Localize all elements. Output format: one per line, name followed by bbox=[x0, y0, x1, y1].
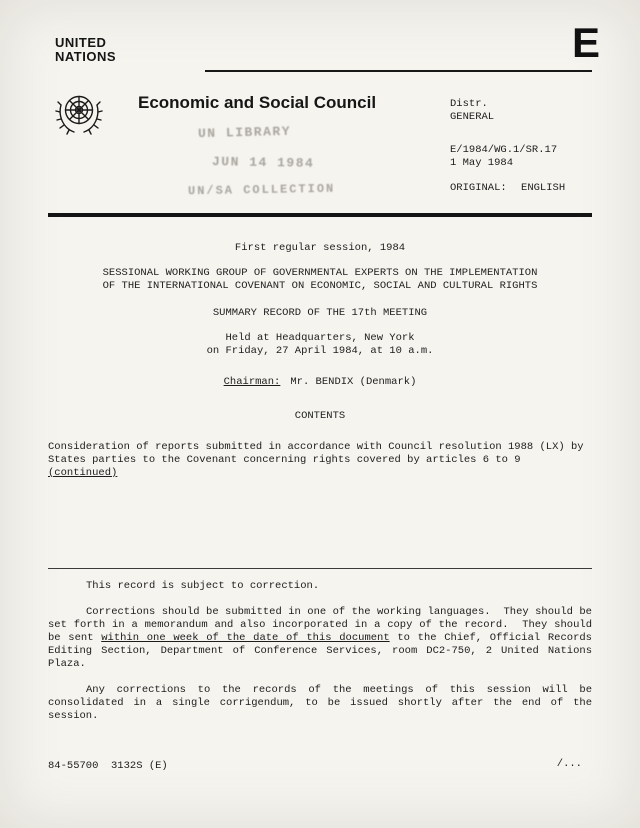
original-language-line bbox=[450, 182, 565, 195]
un-wordmark bbox=[55, 36, 116, 64]
contents-heading: CONTENTS bbox=[294, 410, 346, 422]
contents-paragraph bbox=[48, 441, 592, 480]
spacer bbox=[450, 124, 565, 144]
distribution-block bbox=[450, 98, 565, 195]
main-divider-rule bbox=[48, 213, 592, 217]
original-value: ENGLISH bbox=[521, 182, 566, 194]
doc-date: 1 May 1984 bbox=[450, 157, 514, 169]
venue-block bbox=[48, 332, 592, 358]
footnotes-block bbox=[48, 580, 599, 736]
document-body bbox=[48, 242, 592, 480]
chairman-value: Mr. BENDIX (Denmark) bbox=[290, 376, 417, 388]
footnote-rule bbox=[48, 568, 592, 569]
spacer bbox=[450, 170, 565, 182]
library-stamp-1: UN LIBRARY bbox=[197, 123, 292, 142]
contents-continued: (continued) bbox=[48, 467, 118, 479]
corrections-paragraph bbox=[48, 606, 599, 671]
working-group-line2: OF THE INTERNATIONAL COVENANT ON ECONOMIC, SOCIAL AND CULTURAL RIGHTS bbox=[102, 280, 538, 292]
chairman-line bbox=[48, 376, 592, 389]
un-wordmark-line2: NATIONS bbox=[55, 49, 117, 64]
un-emblem-icon bbox=[52, 86, 106, 140]
library-stamp-2: JUN 14 1984 bbox=[211, 154, 315, 171]
consolidation-paragraph: Any corrections to the records of the meetings of this session will be consolidated in a single corrigendum, to be issued shortly after the end of the session. bbox=[48, 684, 599, 722]
working-group-line1: SESSIONAL WORKING GROUP OF GOVERNMENTAL EXPERTS ON THE IMPLEMENTATION bbox=[102, 267, 538, 279]
un-wordmark-line1: UNITED bbox=[55, 35, 107, 50]
record-title: SUMMARY RECORD OF THE 17th MEETING bbox=[212, 307, 428, 319]
document-number: 84-55700 3132S (E) bbox=[48, 760, 168, 772]
chairman-label: Chairman: bbox=[223, 376, 281, 388]
session-title: First regular session, 1984 bbox=[234, 242, 406, 254]
corrections-deadline: within one week of the date of this document bbox=[101, 632, 390, 644]
venue-line2: on Friday, 27 April 1984, at 10 a.m. bbox=[206, 345, 434, 357]
council-title: Economic and Social Council bbox=[138, 93, 377, 112]
doc-symbol: E/1984/WG.1/SR.17 bbox=[450, 144, 558, 156]
venue-line1: Held at Headquarters, New York bbox=[225, 332, 415, 344]
contents-text: Consideration of reports submitted in accordance with Council resolution 1988 (LX) by States parties to the Covenant concerning rights covered by articles 6 to 9 bbox=[48, 441, 590, 466]
continuation-marker: /... bbox=[556, 758, 582, 770]
distr-value: GENERAL bbox=[450, 111, 495, 123]
distr-label: Distr. bbox=[450, 98, 488, 110]
header-rule bbox=[205, 70, 592, 72]
corrections-after: to the Chief, Official Records Editing Section, Department of Conference Services, room DC2-750, 2 United Nations Plaza. bbox=[48, 632, 599, 670]
library-stamp-3: UN/SA COLLECTION bbox=[187, 181, 336, 199]
correction-notice: This record is subject to correction. bbox=[86, 580, 320, 592]
working-group-title bbox=[48, 267, 592, 293]
original-label: ORIGINAL: bbox=[450, 182, 507, 194]
document-series-letter: E bbox=[571, 19, 600, 66]
corrections-before: Corrections should be submitted in one of the working languages. They should be set forth in a memorandum and also incorporated in a copy of the record. They should be sent bbox=[48, 606, 599, 644]
